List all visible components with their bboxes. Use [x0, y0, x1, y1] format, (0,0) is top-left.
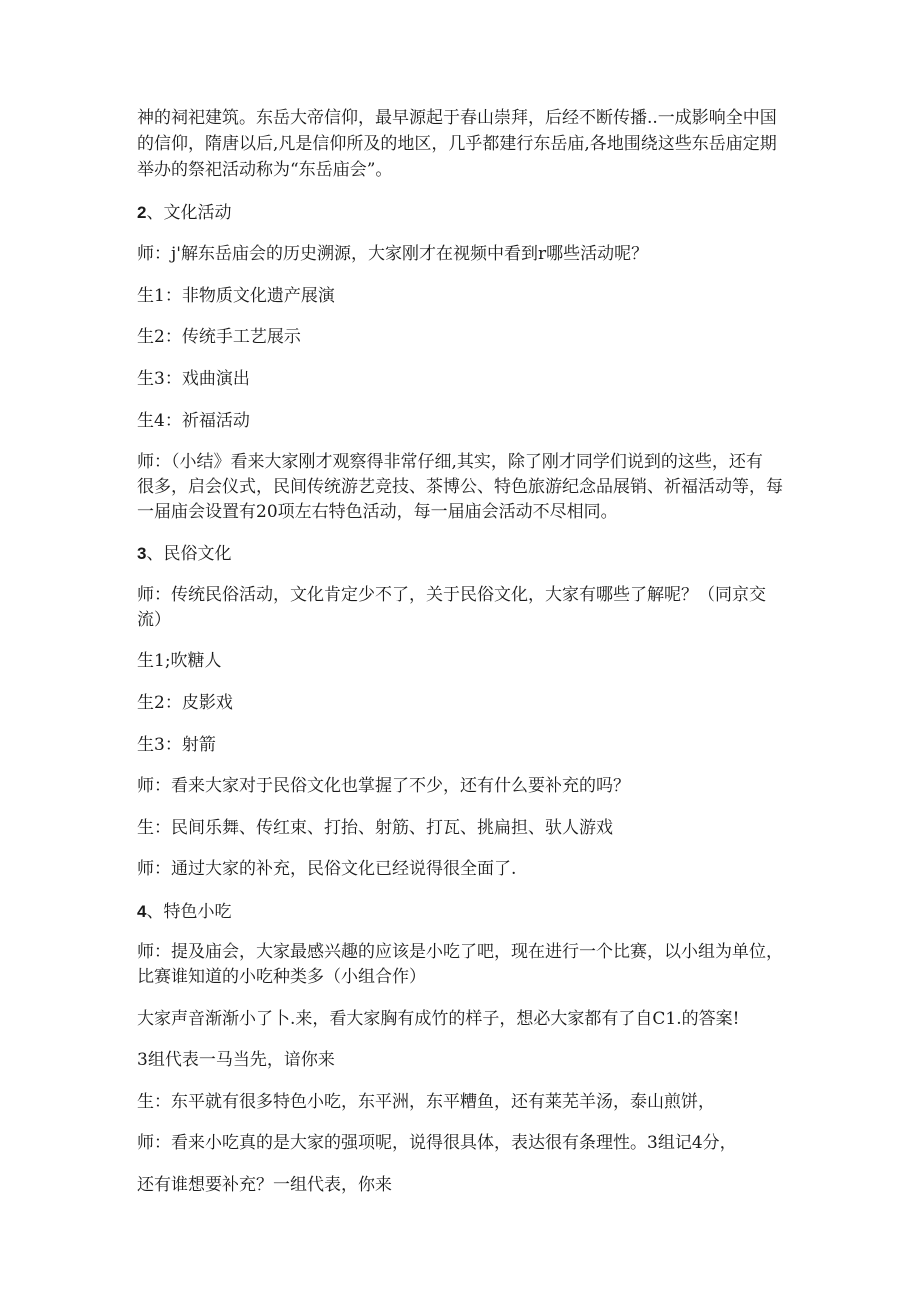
section-title: 、特色小吃 [146, 902, 232, 922]
section-heading [137, 899, 787, 925]
text-line: 很多，启会仪式，民间传统游艺竞技、茶博公、特色旅游纪念品展销、祈福活动等，每 [137, 477, 783, 497]
text-line: 生：东平就有很多特色小吃，东平洲，东平糟鱼，还有莱芜羊汤，泰山煎饼， [137, 1092, 715, 1112]
text-line: 大家声音渐渐小了卜.来，看大家胸有成竹的样子，想必大家都有了自C1.的答案! [137, 1009, 740, 1029]
text-line: 生2：皮影戏 [137, 693, 233, 713]
text-line: 还有谁想要补充？一组代表，你来 [137, 1175, 392, 1195]
text-line: 3组代表一马当先，谙你来 [137, 1050, 335, 1070]
text-line: 生3：戏曲演出 [137, 369, 250, 389]
text-line: 师：通过大家的补充，民俗文化已经说得很全面了. [137, 859, 517, 879]
section-number: 4 [137, 902, 147, 921]
section-number: 2 [137, 203, 147, 222]
text-line: 生：民间乐舞、传红束、打抬、射筋、打瓦、挑扁担、驮人游戏 [137, 818, 613, 838]
text-line: 比赛谁知道的小吃种类多（小组合作） [137, 967, 426, 987]
text-line: 一届庙会设置有20项左右特色活动，每一届庙会活动不尽相同。 [137, 502, 618, 522]
text-line: 师：看来大家对于民俗文化也掌握了不少，还有什么要补充的吗？ [137, 776, 630, 796]
text-line: 的信仰，隋唐以后,凡是信仰所及的地区，几乎都建行东岳庙,各地围绕这些东岳庙定期 [137, 134, 777, 154]
text-line: 师：看来小吃真的是大家的强项呢，说得很具体，表达很有条理性。3组记4分， [137, 1133, 737, 1153]
section-heading [137, 200, 787, 226]
section-heading [137, 541, 787, 567]
text-line: 流） [137, 610, 171, 630]
text-line: 生2：传统手工艺展示 [137, 327, 301, 347]
text-line: 师：传统民俗活动，文化肯定少不了，关于民俗文化，大家有哪些了解呢？（同京交 [137, 585, 766, 605]
text-line: 生3：射箭 [137, 735, 216, 755]
text-line: 师：（小结》看来大家刚才观察得非常仔细,其实，除了刚才同学们说到的这些，还有 [137, 452, 763, 472]
section-title: 、民俗文化 [146, 544, 232, 564]
text-line: 生1;吹糖人 [137, 651, 222, 671]
text-line: 师：j'解东岳庙会的历史溯源，大家刚才在视频中看到r哪些活动呢？ [137, 244, 649, 264]
text-line: 师：提及庙会，大家最感兴趣的应该是小吃了吧，现在进行一个比赛，以小组为单位， [137, 942, 783, 962]
section-number: 3 [137, 544, 147, 563]
text-line: 神的祠祀建筑。东岳大帝信仰，最早源起于春山崇拜，后经不断传播..一成影响全中国 [137, 108, 777, 128]
section-title: 、文化活动 [146, 203, 232, 223]
text-line: 生4：祈福活动 [137, 411, 250, 431]
text-line: 生1：非物质文化遗产展演 [137, 286, 335, 306]
text-line: 举办的祭祀活动称为“东岳庙会”。 [137, 160, 393, 180]
